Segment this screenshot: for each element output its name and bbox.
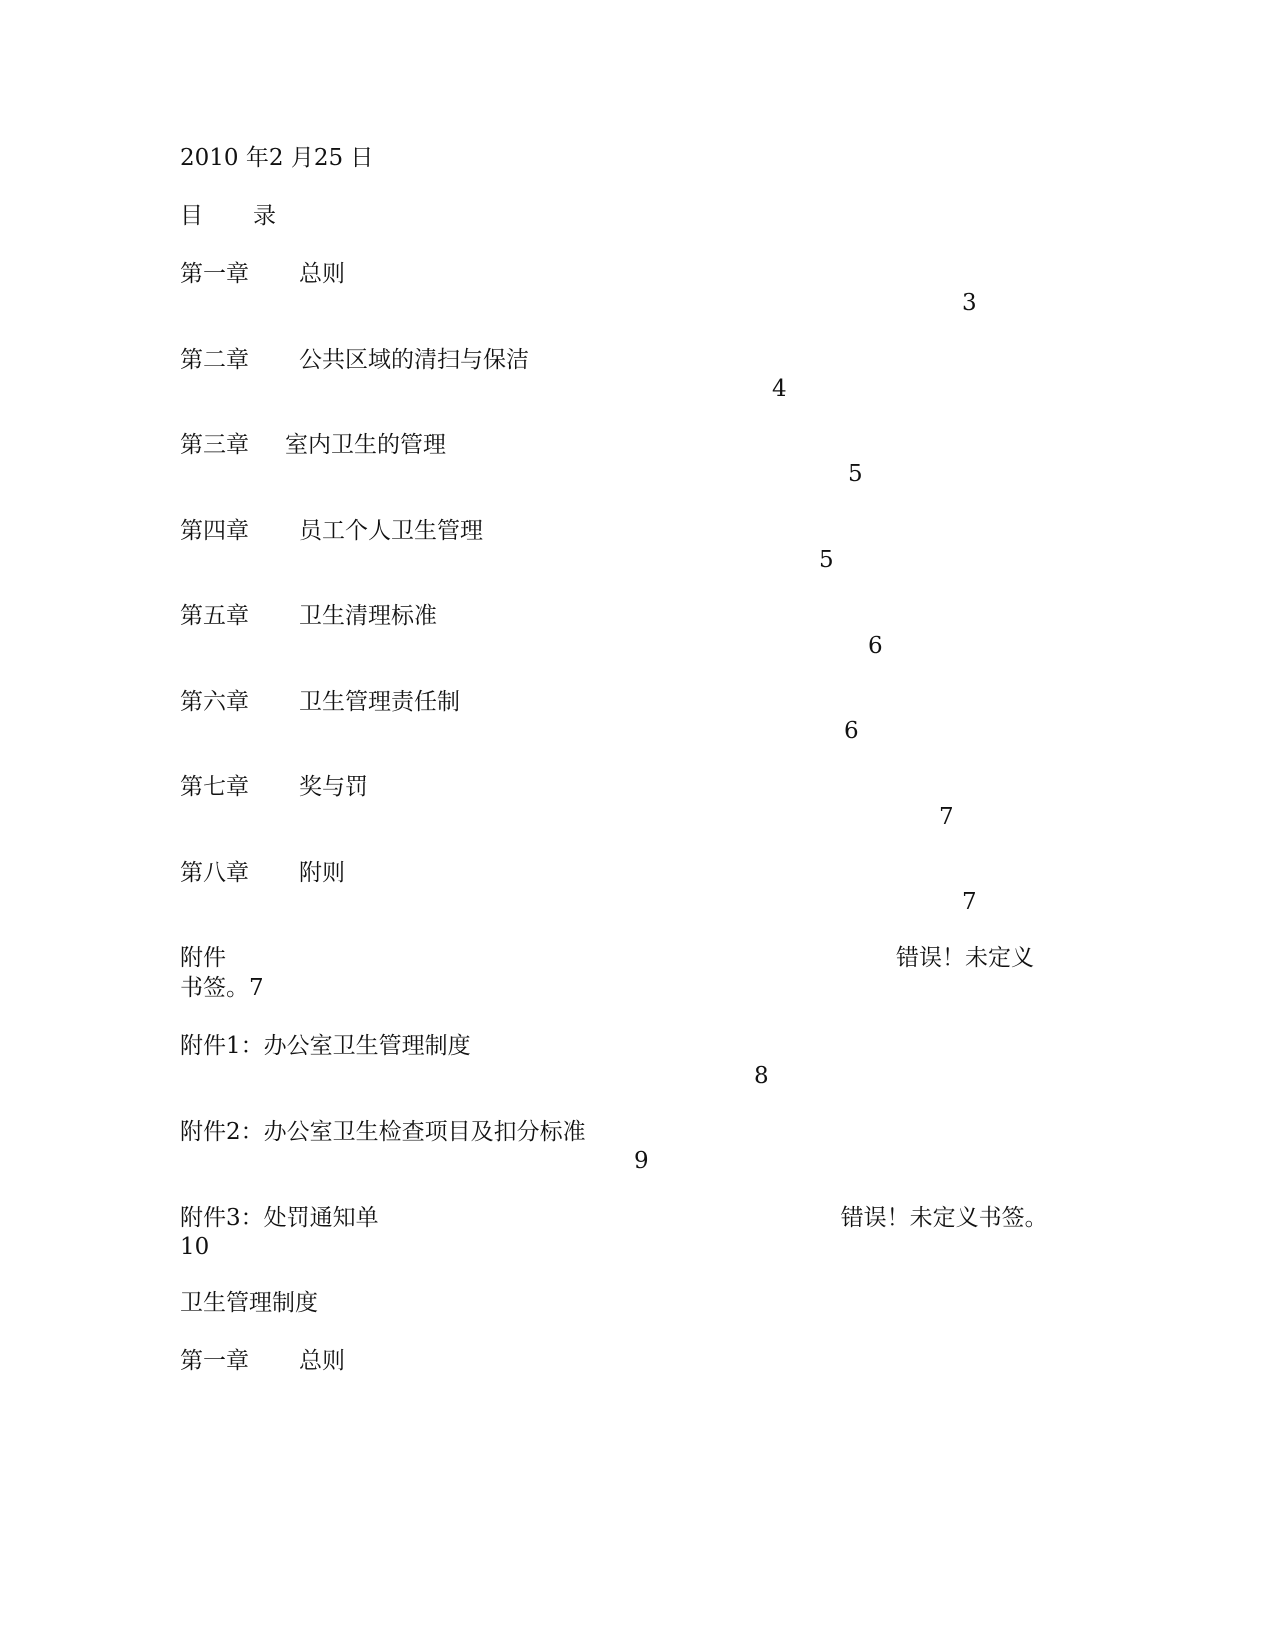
toc-heading-b: 录 <box>253 203 276 229</box>
toc-entry-8[interactable] <box>180 858 345 888</box>
toc-entry-page: 6 <box>868 633 883 659</box>
toc-appendix-error: 错误！未定义 <box>896 945 1034 971</box>
toc-appendix-page: 7 <box>249 975 264 1001</box>
chapter-heading-title: 总则 <box>299 1348 345 1374</box>
toc-heading <box>180 201 276 231</box>
toc-appendix-3[interactable] <box>180 1203 1048 1233</box>
toc-entry-num: 第七章 <box>180 774 249 800</box>
toc-entry-7[interactable] <box>180 772 368 802</box>
toc-entry-num: 第一章 <box>180 261 249 287</box>
toc-entry-3[interactable] <box>180 430 446 460</box>
toc-leader-5 <box>180 631 883 661</box>
toc-appendix-1-title: 附件1：办公室卫生管理制度 <box>180 1033 471 1059</box>
toc-leader-1 <box>180 288 977 318</box>
date-year: 2010 <box>180 145 239 171</box>
toc-entry-num: 第六章 <box>180 689 249 715</box>
date-year-unit: 年 <box>245 145 269 171</box>
chapter-heading <box>180 1346 345 1376</box>
toc-entry-title: 奖与罚 <box>299 774 368 800</box>
toc-appendix-2[interactable] <box>180 1117 586 1147</box>
toc-leader-7 <box>180 802 954 832</box>
toc-entry-title: 总则 <box>299 261 345 287</box>
toc-entry-page: 7 <box>939 804 954 830</box>
toc-entry-title: 公共区域的清扫与保洁 <box>299 347 529 373</box>
document-title-text: 卫生管理制度 <box>180 1290 318 1316</box>
toc-entry-6[interactable] <box>180 687 460 717</box>
document-date <box>180 143 373 173</box>
toc-entry-page: 3 <box>962 290 977 316</box>
toc-entry-title: 卫生管理责任制 <box>299 689 460 715</box>
toc-entry-title: 室内卫生的管理 <box>285 432 446 458</box>
toc-entry-2[interactable] <box>180 345 529 375</box>
toc-leader-6 <box>180 716 859 746</box>
toc-entry-num: 第三章 <box>180 432 249 458</box>
date-month: 2 <box>268 145 284 171</box>
toc-appendix[interactable] <box>180 943 1034 973</box>
toc-leader-4 <box>180 545 834 575</box>
toc-appendix-2-title: 附件2：办公室卫生检查项目及扣分标准 <box>180 1119 586 1145</box>
toc-entry-num: 第二章 <box>180 347 249 373</box>
document-title <box>180 1288 318 1318</box>
toc-entry-num: 第五章 <box>180 603 249 629</box>
chapter-heading-num: 第一章 <box>180 1348 249 1374</box>
date-day: 25 <box>313 145 344 171</box>
toc-entry-title: 员工个人卫生管理 <box>299 518 483 544</box>
toc-entry-page: 4 <box>772 376 787 402</box>
toc-leader-8 <box>180 887 977 917</box>
toc-appendix-cont <box>180 973 264 1003</box>
toc-appendix-3-page: 10 <box>180 1234 210 1260</box>
toc-entry-num: 第四章 <box>180 518 249 544</box>
toc-entry-page: 6 <box>844 718 859 744</box>
toc-appendix-1-page: 8 <box>754 1063 769 1089</box>
toc-entry-5[interactable] <box>180 601 437 631</box>
toc-entry-1[interactable] <box>180 259 345 289</box>
date-day-unit: 日 <box>350 145 374 171</box>
date-month-unit: 月 <box>290 145 314 171</box>
toc-leader-3 <box>180 459 863 489</box>
toc-leader-appendix-1 <box>180 1061 769 1091</box>
toc-entry-num: 第八章 <box>180 860 249 886</box>
toc-appendix-3-cont <box>180 1232 209 1262</box>
toc-entry-4[interactable] <box>180 516 483 546</box>
toc-appendix-title: 附件 <box>180 945 226 971</box>
toc-appendix-error-cont: 书签。 <box>180 975 249 1001</box>
toc-leader-2 <box>180 374 787 404</box>
toc-entry-page: 7 <box>962 889 977 915</box>
toc-appendix-3-title: 附件3：处罚通知单 <box>180 1205 379 1231</box>
toc-appendix-1[interactable] <box>180 1031 471 1061</box>
toc-leader-appendix-2 <box>180 1146 649 1176</box>
toc-entry-page: 5 <box>848 461 863 487</box>
toc-entry-title: 卫生清理标准 <box>299 603 437 629</box>
toc-entry-page: 5 <box>819 547 834 573</box>
toc-heading-a: 目 <box>180 203 203 229</box>
toc-entry-title: 附则 <box>299 860 345 886</box>
toc-appendix-2-page: 9 <box>634 1148 649 1174</box>
toc-appendix-3-error: 错误！未定义书签。 <box>840 1205 1048 1231</box>
